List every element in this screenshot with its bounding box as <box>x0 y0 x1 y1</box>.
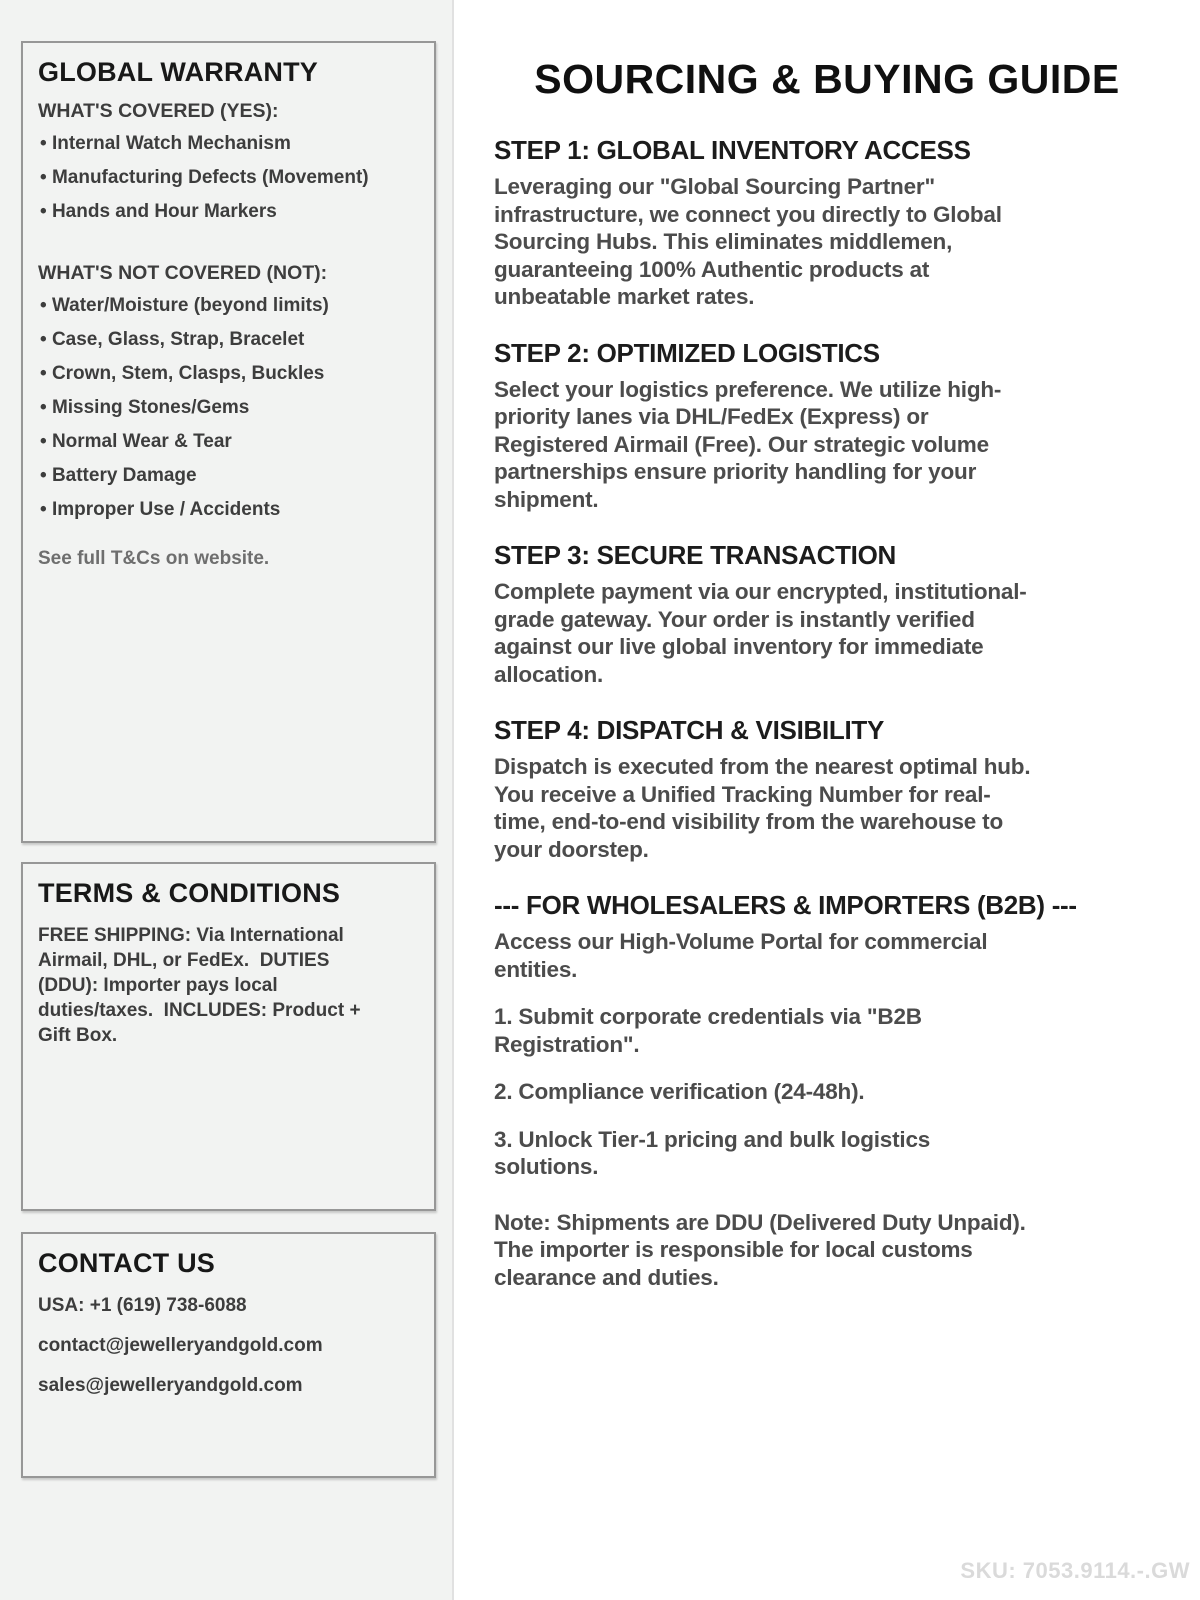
list-item: • Crown, Stem, Clasps, Buckles <box>40 363 419 384</box>
contact-phone: USA: +1 (619) 738-6088 <box>38 1295 247 1316</box>
b2b-item-3: 3. Unlock Tier-1 pricing and bulk logistics solutions. <box>494 1126 931 1179</box>
list-item: • Improper Use / Accidents <box>40 499 419 520</box>
terms-body: FREE SHIPPING: Via International Airmail, DHL, or FedEx. DUTIES (DDU): Importer pays local duties/taxes. INCLUDES: Product + Gift Box. <box>38 925 366 1046</box>
list-item: • Battery Damage <box>40 465 419 486</box>
b2b-heading: --- FOR WHOLESALERS & IMPORTERS (B2B) --- <box>494 890 1077 920</box>
step-3-section <box>494 540 1160 688</box>
step-3-heading: STEP 3: SECURE TRANSACTION <box>494 540 896 570</box>
warranty-panel <box>21 41 436 843</box>
page-title: SOURCING & BUYING GUIDE <box>534 56 1120 102</box>
list-item: • Manufacturing Defects (Movement) <box>40 167 419 188</box>
b2b-note: Note: Shipments are DDU (Delivered Duty Unpaid). The importer is responsible for local customs clearance and duties. <box>494 1209 1026 1290</box>
step-1-section <box>494 135 1160 311</box>
sales-email: sales@jewelleryandgold.com <box>38 1375 303 1396</box>
sidebar <box>0 0 454 1600</box>
not-covered-heading: WHAT'S NOT COVERED (NOT): <box>38 262 328 284</box>
contact-title: CONTACT US <box>38 1248 215 1278</box>
step-1-heading: STEP 1: GLOBAL INVENTORY ACCESS <box>494 135 971 165</box>
warranty-footnote: See full T&Cs on website. <box>38 548 270 569</box>
step-3-body: Complete payment via our encrypted, institutional-grade gateway. Your order is instantly verified against our live global inventory for immediate allocation. <box>494 579 1027 687</box>
list-item: • Hands and Hour Markers <box>40 201 419 222</box>
b2b-item-1: 1. Submit corporate credentials via "B2B Registration". <box>494 1004 922 1057</box>
terms-title: TERMS & CONDITIONS <box>38 878 341 908</box>
list-item: • Internal Watch Mechanism <box>40 133 419 154</box>
step-1-body: Leveraging our "Global Sourcing Partner" infrastructure, we connect you directly to Global Sourcing Hubs. This eliminates middlemen, guaranteeing 100% Authentic products at unbeatable market rates. <box>494 174 1002 309</box>
step-2-section <box>494 338 1160 514</box>
step-4-section <box>494 715 1160 863</box>
contact-panel <box>21 1232 436 1478</box>
terms-panel <box>21 862 436 1211</box>
b2b-item-2: 2. Compliance verification (24-48h). <box>494 1079 865 1104</box>
sku-label: SKU: 7053.9114.-.GW <box>960 1558 1190 1583</box>
step-4-heading: STEP 4: DISPATCH & VISIBILITY <box>494 715 885 745</box>
list-item: • Case, Glass, Strap, Bracelet <box>40 329 419 350</box>
list-item: • Missing Stones/Gems <box>40 397 419 418</box>
warranty-title: GLOBAL WARRANTY <box>38 57 318 87</box>
step-4-body: Dispatch is executed from the nearest optimal hub. You receive a Unified Tracking Number for real-time, end-to-end visibility from the warehouse to your doorstep. <box>494 754 1031 862</box>
b2b-intro: Access our High-Volume Portal for commercial entities. <box>494 929 988 982</box>
step-2-heading: STEP 2: OPTIMIZED LOGISTICS <box>494 337 880 368</box>
main-content <box>456 0 1200 1600</box>
covered-heading: WHAT'S COVERED (YES): <box>38 100 279 122</box>
not-covered-list <box>38 295 419 520</box>
covered-list <box>38 133 419 222</box>
step-2-body: Select your logistics preference. We utilize high-priority lanes via DHL/FedEx (Express) or Registered Airmail (Free). Our strategic volume partnerships ensure priority handling for your shipment. <box>494 376 1002 512</box>
list-item: • Normal Wear & Tear <box>40 431 419 452</box>
b2b-section <box>494 890 1160 1291</box>
list-item: • Water/Moisture (beyond limits) <box>40 295 419 316</box>
contact-email: contact@jewelleryandgold.com <box>38 1335 323 1356</box>
